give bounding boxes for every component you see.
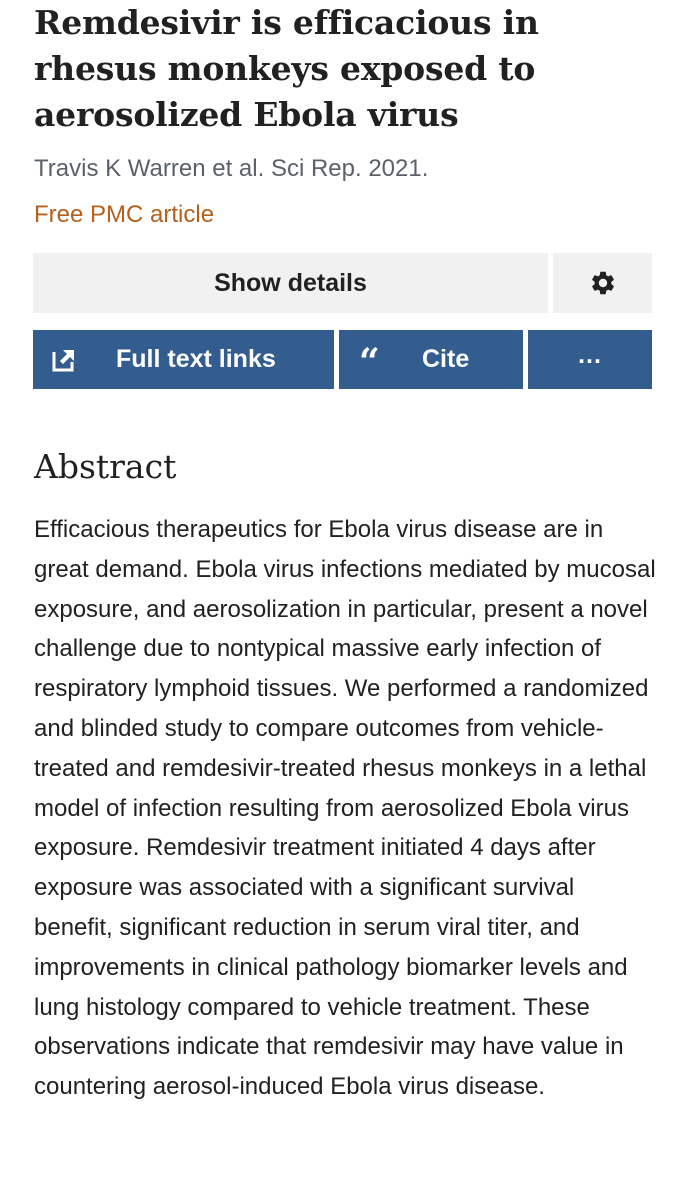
abstract-text: Efficacious therapeutics for Ebola virus disease are in great demand. Ebola virus infections mediated by mucosal exposure, and aerosolization in particular, present a novel challenge due to nontypical massive early infection of respiratory lymphoid tissues. We performed a randomized and blinded study to compare outcomes from vehicle-treated and remdesivir-treated rhesus monkeys in a lethal model of infection resulting from aerosolized Ebola virus exposure. Remdesivir treatment initiated 4 days after exposure was associated with a significant survival benefit, significant reduction in serum viral titer, and improvements in clinical pathology biomarker levels and lung histology compared to vehicle treatment. These observations indicate that remdesivir may have value in countering aerosol-induced Ebola virus disease. [34, 516, 656, 1101]
display-options-button[interactable] [553, 253, 652, 313]
article-citation[interactable]: Travis K Warren et al. Sci Rep. 2021. [34, 155, 429, 182]
cite-button[interactable] [339, 330, 523, 389]
full-text-links-button[interactable] [33, 330, 334, 389]
show-details-button[interactable] [33, 253, 548, 313]
cite-label: Cite [422, 345, 470, 373]
external-link-icon [52, 348, 76, 372]
more-actions-label: ... [578, 341, 602, 369]
article-title: Remdesivir is efficacious in rhesus monkeys exposed to aerosolized Ebola virus [34, 3, 539, 134]
abstract-heading: Abstract [34, 447, 177, 486]
gear-icon [589, 269, 617, 297]
show-details-label: Show details [214, 268, 367, 297]
full-text-links-label: Full text links [116, 345, 276, 373]
free-pmc-badge: Free PMC article [34, 201, 215, 228]
more-actions-button[interactable] [528, 330, 652, 389]
quote-icon: “ [359, 341, 380, 383]
